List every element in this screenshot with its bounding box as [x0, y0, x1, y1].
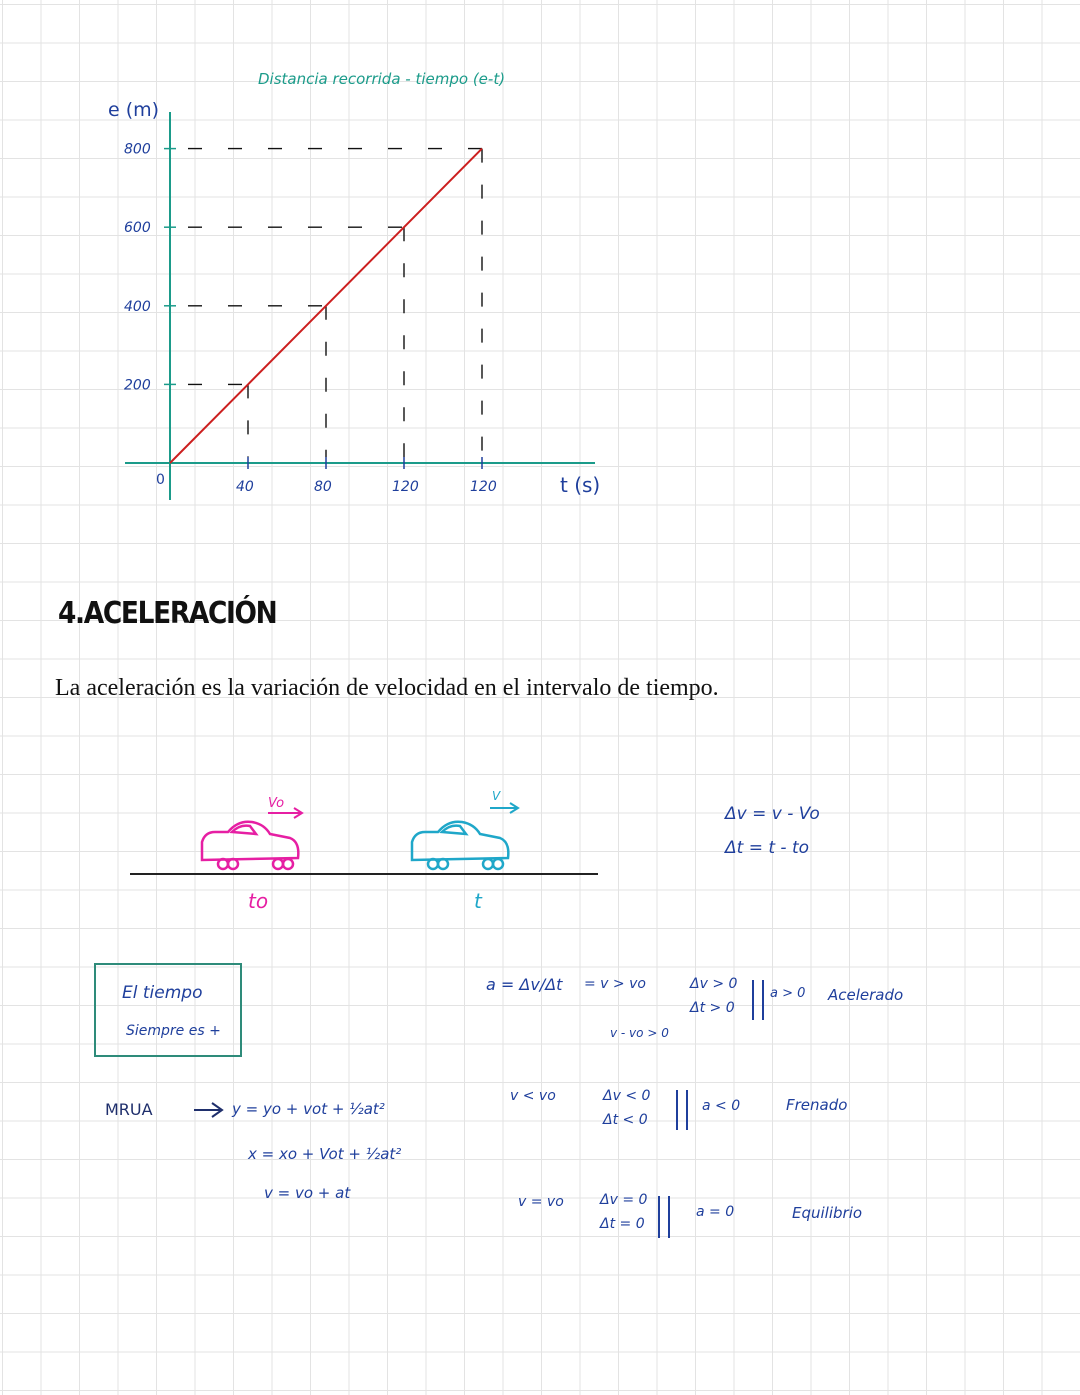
y-tick-label: 400: [124, 298, 151, 315]
car1-time-label: to: [248, 889, 269, 913]
x-axis-label: t (s): [560, 473, 601, 497]
x-tick-label: 120: [470, 479, 497, 495]
section-title: 4.ACELERACIÓN: [58, 596, 277, 631]
note-box: [94, 963, 242, 1057]
brake-dt: Δt < 0: [603, 1112, 648, 1128]
arrow-icon: [192, 1100, 226, 1120]
equil-dt: Δt = 0: [600, 1216, 645, 1232]
accel-dv: Δv > 0: [690, 976, 738, 992]
car2-time-label: t: [474, 889, 482, 913]
formula-v: v = vo + at: [264, 1184, 351, 1202]
accel-definition: a = Δv/Δt: [486, 975, 563, 994]
equil-name: Equilibrio: [792, 1204, 863, 1222]
origin-label: 0: [156, 472, 165, 488]
car1-velocity-label: Vo: [268, 796, 285, 811]
definition-text: La aceleración es la variación de velocidad en el intervalo de tiempo.: [55, 675, 719, 701]
x-tick-label: 40: [236, 479, 254, 495]
delta-t-definition: Δt = t - to: [725, 838, 810, 858]
accel-sub-condition: v - vo > 0: [610, 1026, 669, 1040]
brake-divider: [676, 1090, 688, 1130]
formula-y: y = yo + vot + ½at²: [232, 1100, 385, 1118]
brake-result: a < 0: [702, 1098, 741, 1114]
y-tick-label: 600: [124, 220, 151, 237]
x-tick-label: 120: [392, 479, 419, 495]
distance-time-chart: [0, 0, 1080, 540]
accel-name: Acelerado: [828, 986, 904, 1004]
pink-car: [202, 822, 298, 869]
formula-x: x = xo + Vot + ½at²: [248, 1145, 402, 1163]
brake-dv: Δv < 0: [603, 1088, 651, 1104]
equil-condition: v = vo: [518, 1194, 564, 1210]
equil-divider: [658, 1196, 670, 1238]
y-tick-label: 200: [124, 377, 151, 394]
delta-v-definition: Δv = v - Vo: [725, 804, 820, 824]
car2-velocity-label: V: [492, 789, 501, 803]
accel-result: a > 0: [770, 986, 806, 1001]
cars-diagram: [0, 780, 640, 920]
car2-velocity-arrow-icon: [490, 803, 518, 813]
equil-dv: Δv = 0: [600, 1192, 648, 1208]
chart-title: Distancia recorrida - tiempo (e-t): [258, 70, 506, 88]
note-line-2: Siempre es +: [126, 1023, 221, 1039]
accel-condition: = v > vo: [584, 976, 646, 992]
equil-result: a = 0: [696, 1204, 735, 1220]
mrua-label: MRUA: [105, 1100, 153, 1119]
y-tick-label: 800: [124, 141, 151, 158]
note-line-1: El tiempo: [122, 983, 203, 1003]
accel-dt: Δt > 0: [690, 1000, 735, 1016]
y-axis-label: e (m): [108, 99, 160, 121]
brake-condition: v < vo: [510, 1088, 556, 1104]
x-tick-label: 80: [314, 479, 332, 495]
cyan-car: [412, 822, 508, 869]
brake-name: Frenado: [786, 1096, 848, 1114]
accel-divider: [752, 980, 764, 1020]
